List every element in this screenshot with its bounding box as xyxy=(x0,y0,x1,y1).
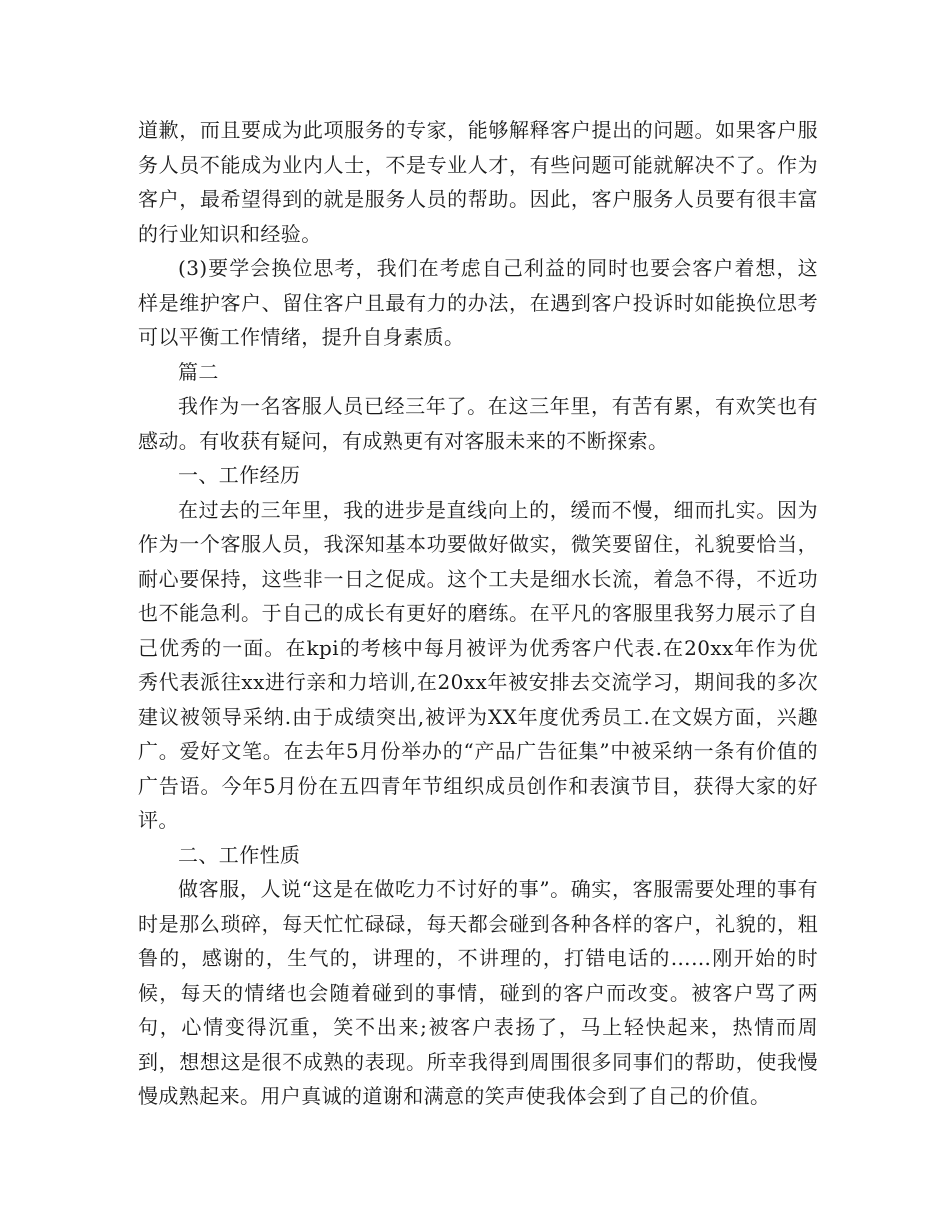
paragraph-point-3: (3)要学会换位思考，我们在考虑自己利益的同时也要会客户着想，这样是维护客户、留住客户且最有力的办法，在遇到客户投诉时如能换位思考可以平衡工作情绪，提升自身素质。 xyxy=(138,256,818,349)
section-heading-work-nature: 二、工作性质 xyxy=(178,842,301,867)
document-body xyxy=(138,113,818,1114)
paragraph-work-nature: 做客服，人说“这是在做吃力不讨好的事”。确实，客服需要处理的事有时是那么琐碎，每天忙忙碌碌，每天都会碰到各种各样的客户，礼貌的，粗鲁的，感谢的，生气的，讲理的，不讲理的，打错电话的……刚开始的时候，每天的情绪也会随着碰到的事情，碰到的客户而改变。被客户骂了两句，心情变得沉重，笑不出来;被客户表扬了，马上轻快起来，热情而周到，想想这是很不成熟的表现。所幸我得到周围很多同事们的帮助，使我慢慢成熟起来。用户真诚的道谢和满意的笑声使我体会到了自己的价值。 xyxy=(138,877,818,1108)
paragraph-work-experience: 在过去的三年里，我的进步是直线向上的，缓而不慢，细而扎实。因为作为一个客服人员，我深知基本功要做好做实，微笑要留住，礼貌要恰当，耐心要保持，这些非一日之促成。这个工夫是细水长流，着急不得，不近功也不能急利。于自己的成长有更好的磨练。在平凡的客服里我努力展示了自己优秀的一面。在kpi的考核中每月被评为优秀客户代表.在20xx年作为优秀代表派往xx进行亲和力培训,在20xx年被安排去交流学习，期间我的多次建议被领导采纳.由于成绩突出,被评为XX年度优秀员工.在文娱方面，兴趣广。爱好文笔。在去年5月份举办的“产品广告征集”中被采纳一条有价值的广告语。今年5月份在五四青年节组织成员创作和表演节目，获得大家的好评。 xyxy=(138,497,818,832)
paragraph-part-two-intro: 我作为一名客服人员已经三年了。在这三年里，有苦有累，有欢笑也有感动。有收获有疑问，有成熟更有对客服未来的不断探索。 xyxy=(138,394,818,453)
section-heading-part-two: 篇二 xyxy=(178,359,219,384)
section-heading-work-experience: 一、工作经历 xyxy=(178,463,301,487)
paragraph-intro-continuation: 道歉，而且要成为此项服务的专家，能够解释客户提出的问题。如果客户服务人员不能成为业内人士，不是专业人才，有些问题可能就解决不了。作为客户，最希望得到的就是服务人员的帮助。因此，客户服务人员要有很丰富的行业知识和经验。 xyxy=(138,118,818,246)
